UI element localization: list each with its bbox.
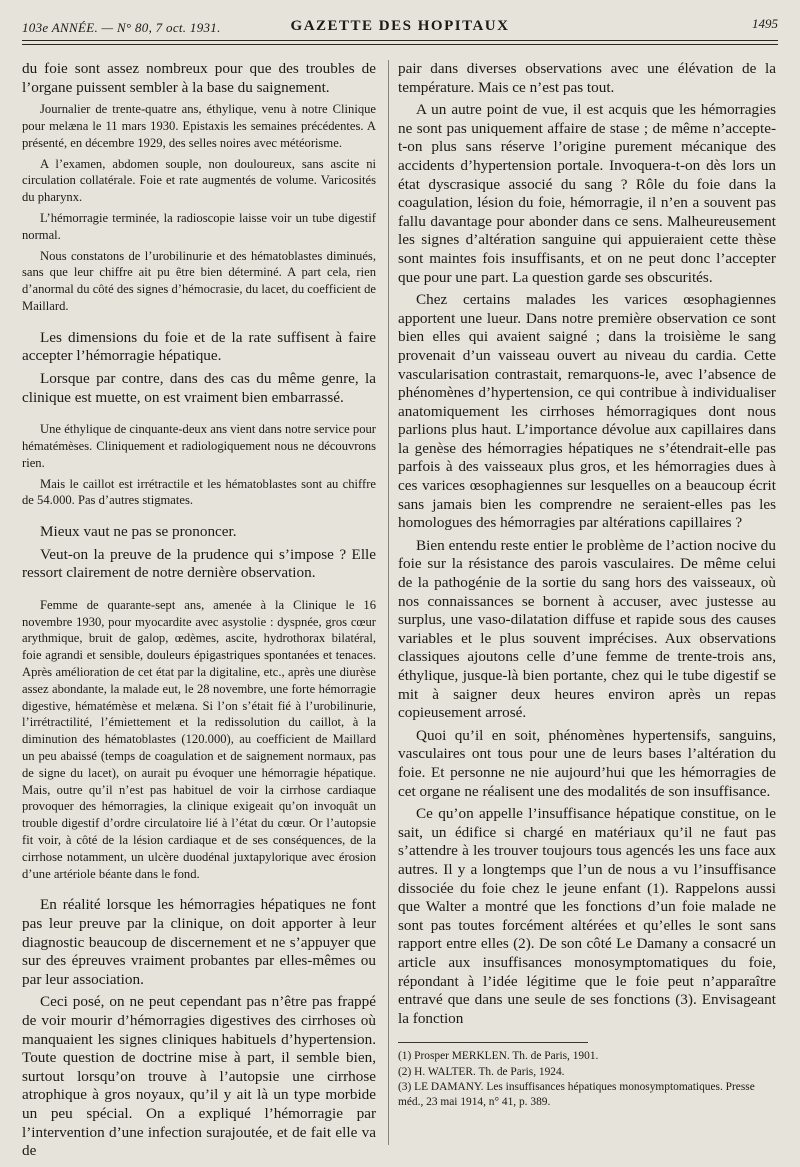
right-column [398, 60, 776, 1110]
case-observation-paragraph: Mais le caillot est irrétractile et les hématoblastes sont au chiffre de 54.000. Pas d’autres stigmates. [22, 476, 376, 508]
page-number: 1495 [752, 16, 778, 31]
column-divider [388, 60, 389, 1145]
running-header [22, 14, 778, 36]
body-paragraph: Ceci posé, on ne peut cependant pas n’être pas frappé de voir mourir d’hémorragies digestives des cirrhoses où manquaient les signes cliniques habituels d’hypertension. Toute question de doctrine mise à part, il semble bien, surtout lorsqu’on trouve à l’autopsie une cirrhose atrophique à gros noyaux, qu’il y ait là un type morbide un peu spécial. On a expliqué l’hémorragie par l’intervention d’une infection surajoutée, et de fait elle va de [22, 993, 376, 1160]
paragraph-gap [22, 886, 376, 896]
left-column [22, 60, 376, 1165]
footnote: (1) Prosper MERKLEN. Th. de Paris, 1901. [398, 1050, 599, 1063]
paragraph-gap [22, 319, 376, 329]
case-observation-paragraph: Journalier de trente-quatre ans, éthylique, venu à notre Clinique pour melæna le 11 mars 1930. Epistaxis les semaines précédentes. A présenté, en décembre 1929, des selles noires avec météorisme. [22, 102, 376, 150]
body-paragraph: pair dans diverses observations avec une élévation de la température. Mais ce n’est pas tout. [398, 60, 776, 96]
body-paragraph: En réalité lorsque les hémorragies hépatiques ne font pas leur preuve par la clinique, on doit apporter à leur diagnostic beaucoup de discernement et ne s’appuyer que sur des épreuves vraiment probantes par elles-mêmes ou par leur association. [22, 896, 376, 988]
issue-info: 103e ANNÉE. — N° 80, 7 oct. 1931. [22, 20, 221, 35]
body-paragraph: Quoi qu’il en soit, phénomènes hypertensifs, sanguins, vasculaires ont tous pour une de leurs bases l’altération du foie. Et personne ne nie aujourd’hui que les hémorragies de cet organe ne réalisent une des modalités de son insuffisance. [398, 726, 776, 800]
paragraph-gap [22, 411, 376, 421]
body-paragraph: Les dimensions du foie et de la rate suffisent à faire accepter l’hémorragie hépatique. [22, 328, 376, 365]
body-paragraph: A un autre point de vue, il est acquis que les hémorragies ne sont pas uniquement affaire de stase ; de même n’accepte-t-on plus sans réserve l’origine purement mécanique des accidents d’hypertension portale. Invoquera-t-on dès lors un état dyscrasique associé du sang ? Rôle du foie dans la coagulation, lésion du foie, hémorragie, il n’en a souvent pas fallu davantage pour abonder dans ce sens. Malheureusement les signes d’altération sanguine qui appuieraient cette thèse sont maintes fois insuffisants, et on ne peut donc l’accepter que pour une part. La question garde ses obscurités. [398, 101, 776, 286]
case-observation-paragraph: A l’examen, abdomen souple, non douloureux, sans ascite ni circulation collatérale. Foie et rate augmentés de volume. Varicosités du pharynx. [22, 156, 376, 205]
body-paragraph: Veut-on la preuve de la prudence qui s’impose ? Elle ressort clairement de notre dernière observation. [22, 545, 376, 582]
body-paragraph: Ce qu’on appelle l’insuffisance hépatique constitue, on le sait, un édifice si chargé en matériaux qu’il ne faut pas s’attendre à les trouver toujours tous agencés les uns face aux autres. Il y a longtemps que l’un de nous a vu l’insuffisance dissociée du foie chez le jeune enfant (1). Rappelons aussi que Walter a montré que les fonctions d’un foie malade ne sont pas toutes forcément altérées et qu’elles le sont sans rapport entre elles (2). De son côté Le Damany a consacré un article aux insuffisances monosymptomatiques du foie, répondant à l’idée légitime que le foie peut n’apparaître entravé que dans une seule de ses fonctions (3). Envisageant la fonction [398, 805, 776, 1027]
footnote: (2) H. WALTER. Th. de Paris, 1924. [398, 1065, 565, 1078]
header-rule-thin [22, 44, 778, 45]
body-paragraph: du foie sont assez nombreux pour que des troubles de l’organe puissent sembler à la base du saignement. [22, 60, 376, 96]
paragraph-gap [22, 587, 376, 597]
paragraph-gap [22, 513, 376, 523]
body-paragraph: Mieux vaut ne pas se prononcer. [40, 523, 237, 541]
journal-title: GAZETTE DES HOPITAUX [290, 18, 510, 34]
body-paragraph: Lorsque par contre, dans des cas du même genre, la clinique est muette, on est vraiment bien embarrassé. [22, 369, 376, 406]
footnotes [398, 1049, 776, 1109]
body-paragraph: Bien entendu reste entier le problème de l’action nocive du foie sur la résistance des parois vasculaires. De même celui de la pathogénie de la sortie du sang hors des vaisseaux, où nos connaissances se bornent à accuser, avec justesse au surplus, une vaso-dilatation diffuse et rapide sous des causes variables et le plus souvent imprécises. Aux observations classiques ajoutons celle d’une femme de trente-trois ans, éthylique, jusque-là bien portante, chez qui le tube digestif se mit à saigner deux heures environ après un repas copieusement arrosé. [398, 536, 776, 722]
header-rule [22, 40, 778, 41]
case-observation-paragraph: Femme de quarante-sept ans, amenée à la Clinique le 16 novembre 1930, pour myocardite avec asystolie : dyspnée, gros cœur arythmique, bruit de galop, œdèmes, ascite, hydrothorax bilatéral, foie agrandi et sensible, douleurs épigastriques spontanées et tenaces. Après amélioration de cet état par la digitaline, etc., après une diurèse assez abondante, la malade eut, le 28 novembre, une forte hémorragie digestive, hématémèse et melæna. Si l’on s’était fié à l’urobilinurie, l’irrétractilité, l’émiettement et la redissolution du caillot, à la diminution des hématoblastes (120.000), au coefficient de Maillard un peu abaissé (temps de coagulation et de saignement normaux, pas de signe du lacet), on aurait pu évoquer une hémorragie hépatique. Mais, outre qu’il n’est pas habituel de voir la cirrhose cardiaque provoquer des hémorragies, la clinique exigeait qu’on invoquât un trouble digestif d’ordre circulatoire lié à l’état du cœur. Or l’autopsie fit voir, à côté de la lésion cardiaque et de ses conséquences, de la cirrhose notamment, un ulcère duodénal juxtapylorique avec érosion d’une artériole béante dans le fond. [22, 597, 376, 881]
case-observation-paragraph: Nous constatons de l’urobilinurie et des hématoblastes diminués, sans que leur chiffre ait pu être bien déterminé. A part cela, rien d’anormal du côté des signes d’hémocrasie, du lacet, du coefficient de Maillard. [22, 248, 376, 313]
body-paragraph: Chez certains malades les varices œsophagiennes apportent une lueur. Dans notre première observation ce sont bien elles qui avaient saigné ; dans la troisième le sang provenait d’un vaisseau ouvert au niveau du cardia. Cette vascularisation contrastait, remarquons-le, avec l’absence de phénomènes d’hypertension, ce qui contribue à individualiser anatomiquement les cirrhoses hémorragiques dont nous parlions plus haut. L’importance dévolue aux capillaires dans la genèse des hémorragies hépatiques ne s’étendrait-elle pas parfois à des vaisseaux plus gros, et les hémorragies dues à ces varices œsophagiennes sur lesquelles on a beaucoup écrit sans jamais bien les comprendre ne seraient-elles pas les homologues des hémorragies par altérations capillaires ? [398, 291, 776, 532]
footnote: (3) LE DAMANY. Les insuffisances hépatiques monosymptomatiques. Presse méd., 23 mai 1914, n° 41, p. 389. [398, 1081, 755, 1108]
case-observation-paragraph: L’hémorragie terminée, la radioscopie laisse voir un tube digestif normal. [22, 210, 376, 242]
footnote-rule [398, 1042, 588, 1043]
case-observation-paragraph: Une éthylique de cinquante-deux ans vient dans notre service pour hématémèses. Cliniquement et radiologiquement nous ne découvrons rien. [22, 422, 376, 470]
